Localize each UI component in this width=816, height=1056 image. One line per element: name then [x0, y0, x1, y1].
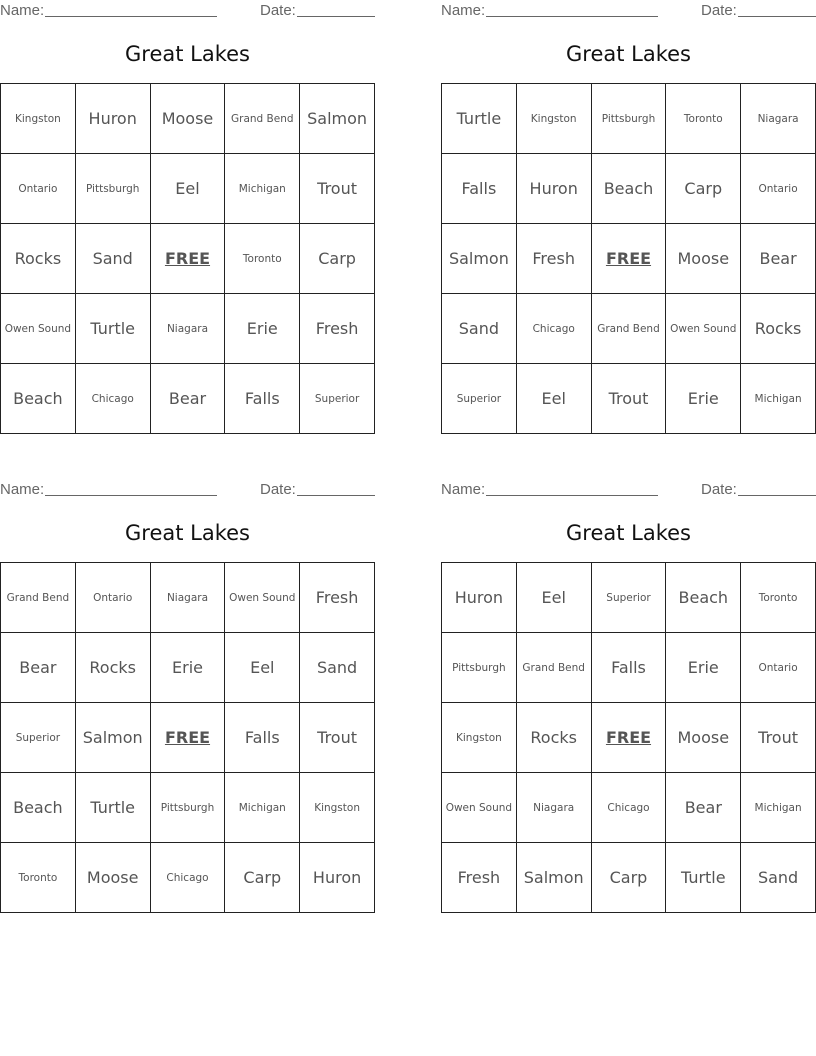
- bingo-cell: Pittsburgh: [442, 633, 517, 703]
- bingo-cell: Moose: [666, 703, 741, 773]
- bingo-cell: Erie: [666, 364, 741, 434]
- bingo-cell: Salmon: [76, 703, 151, 773]
- bingo-cell: Beach: [592, 154, 667, 224]
- bingo-cell: Salmon: [517, 843, 592, 913]
- bingo-cell: Michigan: [225, 154, 300, 224]
- card-header: [0, 0, 375, 22]
- bingo-cell: Ontario: [1, 154, 76, 224]
- bingo-cell: Michigan: [741, 773, 816, 843]
- bingo-cell: Owen Sound: [1, 294, 76, 364]
- bingo-cell: Turtle: [76, 773, 151, 843]
- bingo-cell: Owen Sound: [225, 563, 300, 633]
- card-header: [441, 0, 816, 22]
- bingo-cell: Erie: [225, 294, 300, 364]
- bingo-cell: Toronto: [225, 224, 300, 294]
- bingo-cell: Ontario: [76, 563, 151, 633]
- name-line: [45, 1, 217, 17]
- bingo-cell: Eel: [517, 364, 592, 434]
- bingo-cell: Falls: [225, 364, 300, 434]
- bingo-cell: Fresh: [300, 563, 375, 633]
- bingo-cell: Niagara: [741, 84, 816, 154]
- date-line: [297, 480, 375, 496]
- date-label: Date:: [701, 2, 737, 19]
- bingo-cell: Owen Sound: [442, 773, 517, 843]
- card-title: Great Lakes: [125, 521, 250, 545]
- name-line: [486, 480, 658, 496]
- bingo-cell: Kingston: [300, 773, 375, 843]
- bingo-cell: Sand: [76, 224, 151, 294]
- bingo-cell: Niagara: [151, 294, 226, 364]
- date-line: [297, 1, 375, 17]
- bingo-cell: Trout: [592, 364, 667, 434]
- bingo-cell: Sand: [442, 294, 517, 364]
- bingo-cell: Fresh: [517, 224, 592, 294]
- date-line: [738, 1, 816, 17]
- free-space: FREE: [151, 703, 226, 773]
- bingo-cell: Sand: [300, 633, 375, 703]
- bingo-cell: Kingston: [517, 84, 592, 154]
- bingo-cell: Kingston: [1, 84, 76, 154]
- bingo-cell: Niagara: [517, 773, 592, 843]
- bingo-cell: Michigan: [225, 773, 300, 843]
- bingo-cell: Sand: [741, 843, 816, 913]
- bingo-cell: Superior: [300, 364, 375, 434]
- bingo-cell: Huron: [76, 84, 151, 154]
- bingo-cell: Grand Bend: [1, 563, 76, 633]
- bingo-cell: Huron: [442, 563, 517, 633]
- bingo-cell: Trout: [300, 154, 375, 224]
- bingo-cell: Ontario: [741, 633, 816, 703]
- free-space: FREE: [592, 703, 667, 773]
- bingo-cell: Rocks: [741, 294, 816, 364]
- name-label: Name:: [0, 2, 45, 19]
- bingo-cell: Beach: [1, 364, 76, 434]
- bingo-cell: Chicago: [151, 843, 226, 913]
- card-title: Great Lakes: [566, 521, 691, 545]
- bingo-cell: Erie: [151, 633, 226, 703]
- bingo-grid: [441, 83, 816, 434]
- bingo-cell: Turtle: [76, 294, 151, 364]
- date-label: Date:: [701, 481, 737, 498]
- bingo-cell: Carp: [225, 843, 300, 913]
- bingo-cell: Salmon: [442, 224, 517, 294]
- bingo-cell: Falls: [225, 703, 300, 773]
- bingo-cell: Michigan: [741, 364, 816, 434]
- bingo-cell: Fresh: [300, 294, 375, 364]
- bingo-cell: Rocks: [517, 703, 592, 773]
- bingo-cell: Toronto: [666, 84, 741, 154]
- bingo-grid: [0, 83, 375, 434]
- bingo-cell: Toronto: [741, 563, 816, 633]
- bingo-cell: Ontario: [741, 154, 816, 224]
- date-label: Date:: [260, 481, 296, 498]
- name-label: Name:: [0, 481, 45, 498]
- bingo-cell: Superior: [592, 563, 667, 633]
- bingo-cell: Salmon: [300, 84, 375, 154]
- bingo-cell: Rocks: [1, 224, 76, 294]
- bingo-cell: Moose: [76, 843, 151, 913]
- card-header: [0, 479, 375, 501]
- bingo-cell: Falls: [442, 154, 517, 224]
- bingo-cell: Bear: [741, 224, 816, 294]
- bingo-card-3: [0, 479, 375, 914]
- card-title: Great Lakes: [125, 42, 250, 66]
- bingo-cell: Falls: [592, 633, 667, 703]
- bingo-cell: Toronto: [1, 843, 76, 913]
- bingo-cell: Superior: [1, 703, 76, 773]
- name-line: [486, 1, 658, 17]
- bingo-cell: Niagara: [151, 563, 226, 633]
- bingo-cell: Bear: [666, 773, 741, 843]
- bingo-cell: Eel: [225, 633, 300, 703]
- bingo-cell: Moose: [151, 84, 226, 154]
- bingo-cell: Pittsburgh: [592, 84, 667, 154]
- bingo-grid: [0, 562, 375, 913]
- bingo-cell: Chicago: [592, 773, 667, 843]
- name-label: Name:: [441, 481, 486, 498]
- bingo-cell: Beach: [666, 563, 741, 633]
- bingo-cell: Pittsburgh: [76, 154, 151, 224]
- bingo-cell: Carp: [300, 224, 375, 294]
- bingo-cell: Fresh: [442, 843, 517, 913]
- bingo-cell: Carp: [592, 843, 667, 913]
- bingo-cell: Owen Sound: [666, 294, 741, 364]
- bingo-card-4: [441, 479, 816, 914]
- bingo-cell: Eel: [151, 154, 226, 224]
- bingo-cell: Chicago: [517, 294, 592, 364]
- bingo-cell: Kingston: [442, 703, 517, 773]
- bingo-grid: [441, 562, 816, 913]
- free-space: FREE: [592, 224, 667, 294]
- bingo-cell: Moose: [666, 224, 741, 294]
- bingo-cell: Rocks: [76, 633, 151, 703]
- bingo-cell: Chicago: [76, 364, 151, 434]
- card-header: [441, 479, 816, 501]
- name-line: [45, 480, 217, 496]
- bingo-cell: Turtle: [442, 84, 517, 154]
- bingo-cell: Bear: [1, 633, 76, 703]
- bingo-card-1: [0, 0, 375, 435]
- bingo-cell: Turtle: [666, 843, 741, 913]
- bingo-cell: Pittsburgh: [151, 773, 226, 843]
- bingo-cell: Beach: [1, 773, 76, 843]
- bingo-card-2: [441, 0, 816, 435]
- date-line: [738, 480, 816, 496]
- bingo-cell: Trout: [300, 703, 375, 773]
- bingo-cell: Superior: [442, 364, 517, 434]
- bingo-cell: Bear: [151, 364, 226, 434]
- card-title: Great Lakes: [566, 42, 691, 66]
- name-label: Name:: [441, 2, 486, 19]
- bingo-cell: Carp: [666, 154, 741, 224]
- bingo-cell: Grand Bend: [517, 633, 592, 703]
- date-label: Date:: [260, 2, 296, 19]
- bingo-cell: Huron: [517, 154, 592, 224]
- bingo-cell: Trout: [741, 703, 816, 773]
- bingo-cell: Grand Bend: [592, 294, 667, 364]
- bingo-cell: Huron: [300, 843, 375, 913]
- free-space: FREE: [151, 224, 226, 294]
- bingo-cell: Erie: [666, 633, 741, 703]
- bingo-cell: Grand Bend: [225, 84, 300, 154]
- bingo-cell: Eel: [517, 563, 592, 633]
